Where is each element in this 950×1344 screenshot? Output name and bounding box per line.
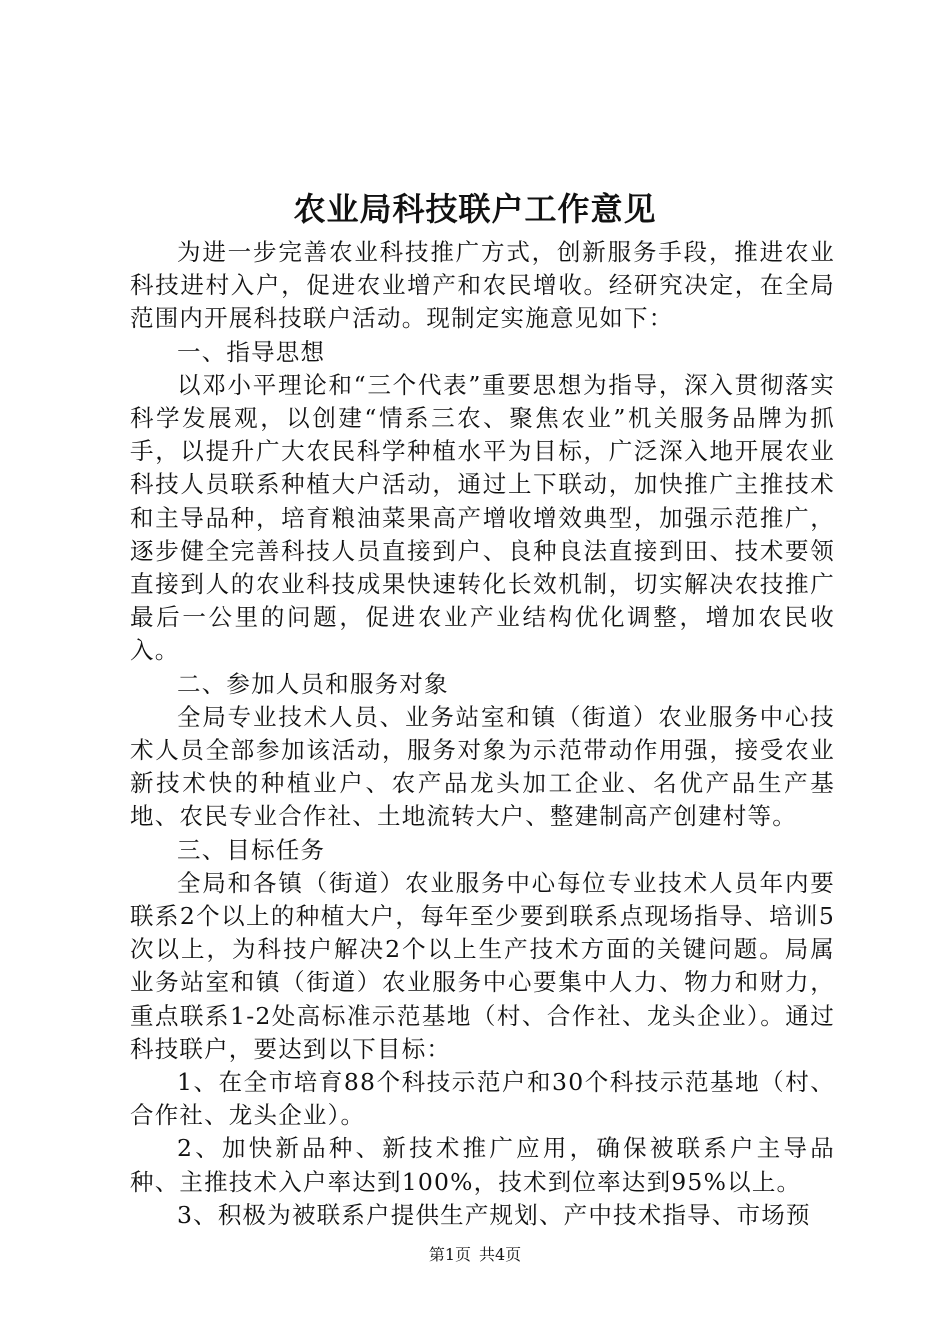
page-footer bbox=[0, 1244, 950, 1266]
paragraph-guiding-thought: 以邓小平理论和“三个代表”重要思想为指导，深入贯彻落实科学发展观，以创建“情系三农、聚焦农业”机关服务品牌为抓手，以提升广大农民科学种植水平为目标，广泛深入地开展农业科技人员联系种植大户活动，通过上下联动，加快推广主推技术和主导品种，培育粮油菜果高产增收增效典型，加强示范推广，逐步健全完善科技人员直接到户、良种良法直接到田、技术要领直接到人的农业科技成果快速转化长效机制，切实解决农技推广最后一公里的问题，促进农业产业结构优化调整，增加农民收入。 bbox=[130, 370, 835, 665]
list-item-goal-3: 3、积极为被联系户提供生产规划、产中技术指导、市场预 bbox=[177, 1200, 811, 1229]
page-number: 第1页 bbox=[428, 1245, 471, 1264]
paragraph-intro: 为进一步完善农业科技推广方式，创新服务手段，推进农业科技进村入户，促进农业增产和农民增收。经研究决定，在全局范围内开展科技联户活动。现制定实施意见如下： bbox=[130, 238, 835, 333]
document-body bbox=[130, 236, 835, 1232]
section-heading-1: 一、指导思想 bbox=[177, 337, 326, 366]
page-total: 共4页 bbox=[479, 1245, 522, 1264]
paragraph-goals: 全局和各镇（街道）农业服务中心每位专业技术人员年内要联系2个以上的种植大户，每年至少要到联系点现场指导、培训5次以上，为科技户解决2个以上生产技术方面的关键问题。局属业务站室和镇（街道）农业服务中心要集中人力、物力和财力，重点联系1-2处高标准示范基地（村、合作社、龙头企业）。通过科技联户，要达到以下目标： bbox=[130, 868, 835, 1063]
section-heading-2: 二、参加人员和服务对象 bbox=[177, 669, 449, 698]
paragraph-participants: 全局专业技术人员、业务站室和镇（街道）农业服务中心技术人员全部参加该活动，服务对象为示范带动作用强，接受农业新技术快的种植业户、农产品龙头加工企业、名优产品生产基地、农民专业合作社、土地流转大户、整建制高产创建村等。 bbox=[130, 702, 835, 831]
list-item-goal-2: 2、加快新品种、新技术推广应用，确保被联系户主导品种、主推技术入户率达到100%，技术到位率达到95%以上。 bbox=[130, 1134, 835, 1196]
section-heading-3: 三、目标任务 bbox=[177, 835, 326, 864]
list-item-goal-1: 1、在全市培育88个科技示范户和30个科技示范基地（村、合作社、龙头企业）。 bbox=[130, 1068, 835, 1130]
document-title: 农业局科技联户工作意见 bbox=[293, 190, 657, 228]
